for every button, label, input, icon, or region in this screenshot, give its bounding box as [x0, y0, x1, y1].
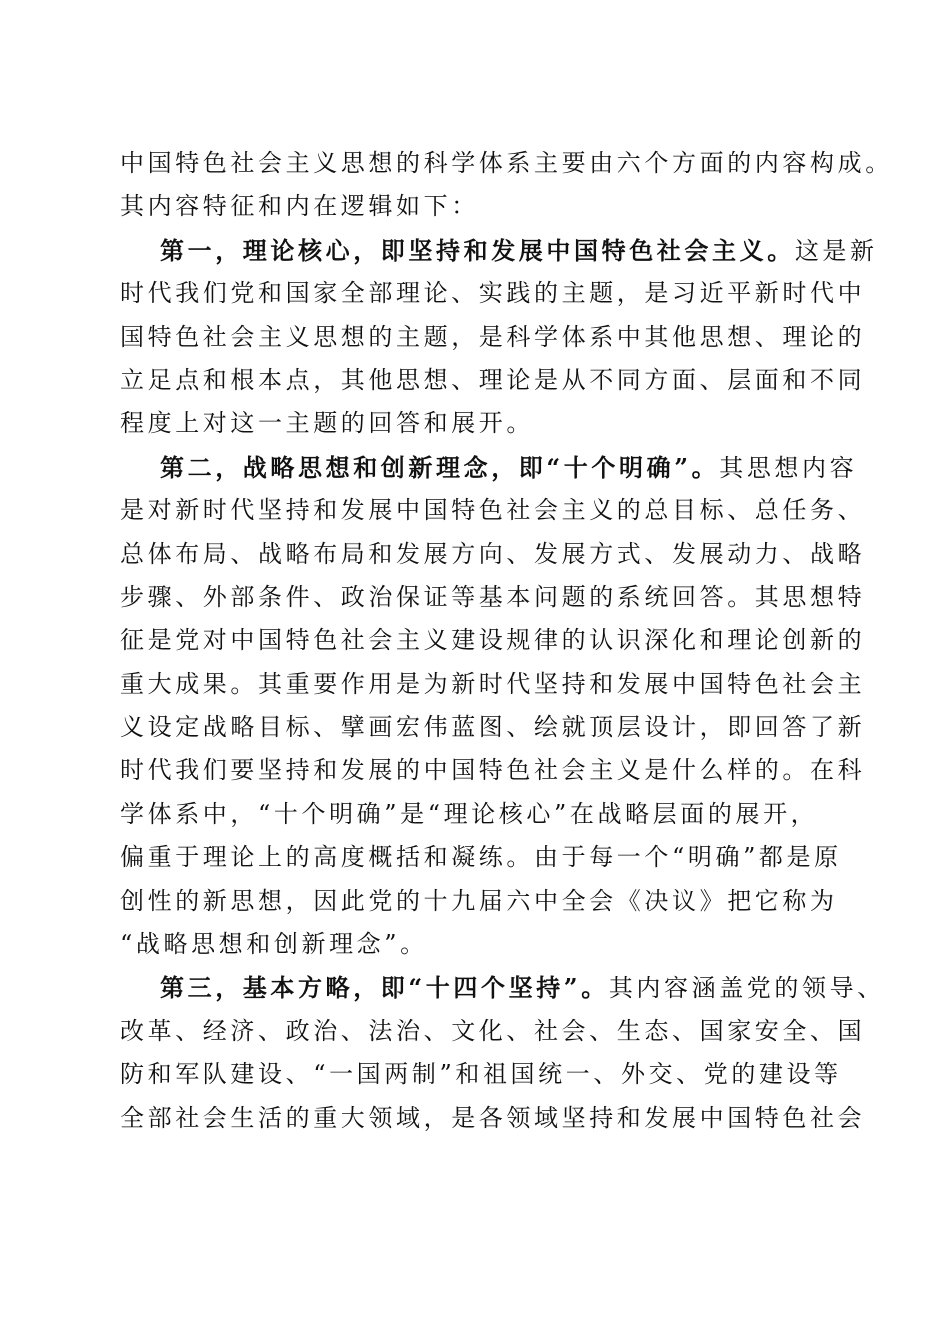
intro-line: 中国特色社会主义思想的科学体系主要由六个方面的内容构成。 [120, 149, 893, 177]
paragraph-line: 偏重于理论上的高度概括和凝练。由于每一个“明确”都是原 [120, 843, 842, 872]
paragraph-first-line [120, 229, 878, 272]
paragraph-heading: 第一，理论核心，即坚持和发展中国特色社会主义。 [160, 235, 795, 265]
paragraph-line: 重大成果。其重要作用是为新时代坚持和发展中国特色社会主 [120, 669, 866, 698]
paragraph-line: 创性的新思想，因此党的十九届六中全会《决议》把它称为 [120, 886, 838, 915]
paragraph-line: “战略思想和创新理念”。 [120, 930, 428, 959]
paragraph-text: 其思想内容 [719, 453, 858, 482]
paragraph-line: 步骤、外部条件、政治保证等基本问题的系统回答。其思想特 [120, 582, 866, 611]
paragraph-line: 国特色社会主义思想的主题，是科学体系中其他思想、理论的 [120, 322, 866, 351]
paragraph-line: 时代我们要坚持和发展的中国特色社会主义是什么样的。在科 [120, 756, 866, 785]
paragraph-line: 全部社会生活的重大领域，是各领域坚持和发展中国特色社会 [120, 1103, 866, 1132]
paragraph-line: 防和军队建设、“一国两制”和祖国统一、外交、党的建设等 [120, 1060, 842, 1089]
paragraph-line: 程度上对这一主题的回答和展开。 [120, 409, 534, 438]
paragraph-first-line [120, 966, 885, 1009]
paragraph-text: 这是新 [794, 236, 878, 265]
paragraph-line: 是对新时代坚持和发展中国特色社会主义的总目标、总任务、 [120, 496, 866, 525]
paragraph-line: 改革、经济、政治、法治、文化、社会、生态、国家安全、国 [120, 1016, 866, 1045]
intro-line: 其内容特征和内在逻辑如下： [120, 192, 479, 221]
paragraph-text: 其内容涵盖党的领导、 [608, 974, 885, 1003]
paragraph-line: 义设定战略目标、擘画宏伟蓝图、绘就顶层设计，即回答了新 [120, 713, 866, 742]
paragraph-first-line [120, 446, 858, 489]
paragraph-heading: 第二，战略思想和创新理念，即“十个明确”。 [160, 452, 720, 482]
paragraph-line: 时代我们党和国家全部理论、实践的主题，是习近平新时代中 [120, 279, 866, 308]
paragraph-line: 立足点和根本点，其他思想、理论是从不同方面、层面和不同 [120, 365, 866, 394]
document-body [120, 142, 893, 1140]
paragraph-line: 学体系中，“十个明确”是“理论核心”在战略层面的展开， [120, 799, 819, 828]
paragraph-heading: 第三，基本方略，即“十四个坚持”。 [160, 973, 609, 1003]
paragraph-line: 征是党对中国特色社会主义建设规律的认识深化和理论创新的 [120, 626, 866, 655]
paragraph-line: 总体布局、战略布局和发展方向、发展方式、发展动力、战略 [120, 539, 866, 568]
